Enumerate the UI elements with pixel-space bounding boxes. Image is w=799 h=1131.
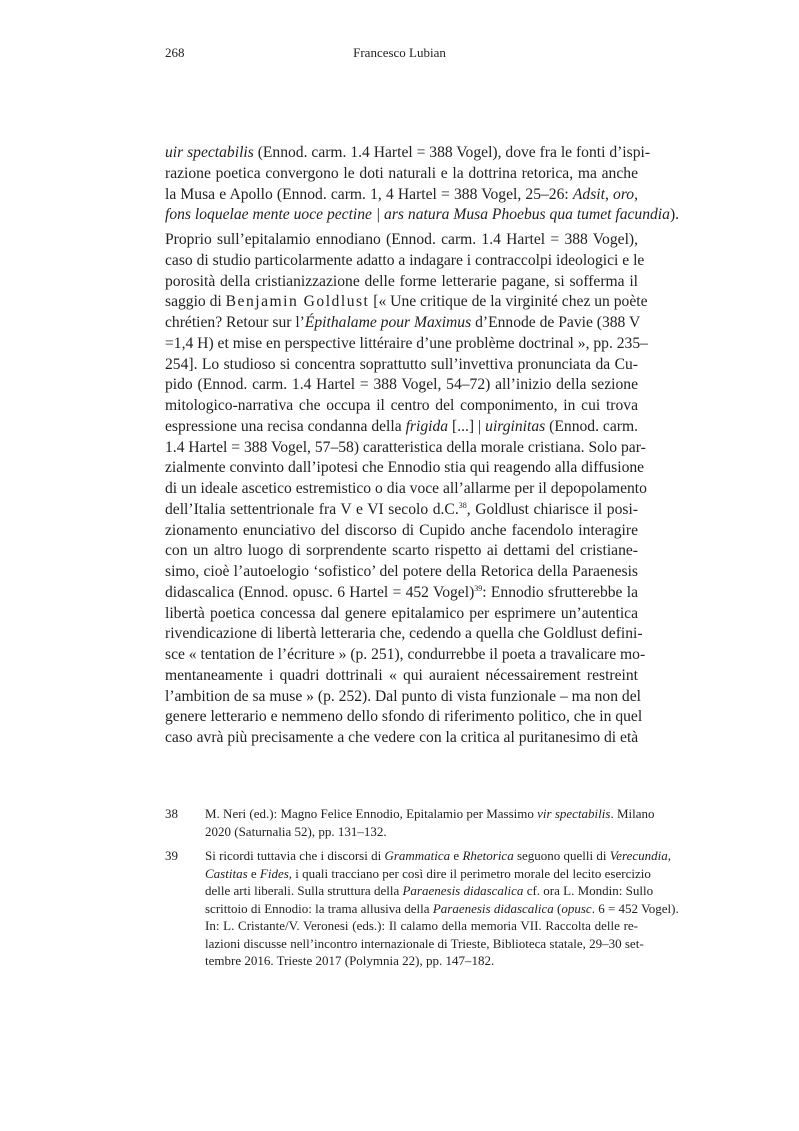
text-segment: tembre 2016. Trieste 2017 (Polymnia 22), pp. 147–182. (205, 953, 495, 968)
text-line (165, 479, 647, 499)
italic-text: vir spectabilis (537, 806, 611, 821)
italic-text: Paraenesis didascalica (402, 883, 524, 898)
text-line (165, 417, 638, 437)
text-segment: dell’Italia settentrionale fra V e VI secolo d.C. (165, 500, 459, 518)
footnote-ref[interactable]: 39 (474, 583, 483, 593)
text-segment: , (634, 185, 639, 203)
text-segment: Proprio sull’epitalamio ennodiano (Ennod. carm. 1.4 Hartel = 388 Vogel), (165, 231, 638, 248)
text-line (205, 823, 638, 840)
text-line (165, 355, 638, 375)
text-line (165, 687, 641, 707)
italic-text: opusc (561, 900, 592, 916)
italic-text: uir spectabilis (165, 144, 254, 161)
text-segment: chrétien? Retour sur l’ (165, 314, 305, 331)
text-segment: =1,4 H) et mise en perspective littéraire d’une problème doctrinal », pp. 235– (165, 334, 648, 352)
text-segment: e (450, 848, 463, 863)
italic-text: Adsit (572, 185, 605, 203)
text-segment: didascalica (Ennod. opusc. 6 Hartel = 452 Vogel) (165, 583, 475, 601)
text-segment: espressione una recisa condanna della (165, 417, 406, 435)
text-segment: scrittoio di Ennodio: la trama allusiva della (205, 900, 433, 916)
text-segment: 1.4 Hartel = 388 Vogel, 57–58) caratteristica della morale cristiana. Solo par- (165, 438, 646, 456)
text-segment: [« Une critique de la virginité chez un poète (369, 293, 648, 311)
text-line (205, 865, 651, 882)
text-segment: In: L. Cristante/V. Veronesi (eds.): Il calamo della memoria VII. Raccolta delle re- (205, 918, 638, 933)
text-segment: zialmente convinto dall’ipotesi che Ennodio stia qui reagendo alla diffusione (165, 459, 645, 477)
text-segment: , (604, 185, 614, 203)
italic-text: uirginitas (485, 417, 546, 435)
text-line (205, 805, 655, 822)
text-segment: . 6 = 452 Vogel). (591, 900, 679, 916)
text-segment: 254]. Lo studioso si concentra soprattutto sull’invettiva pronunciata da Cu- (165, 355, 638, 373)
italic-text: Castitas (205, 865, 248, 881)
text-segment: Benjamin Goldlust (225, 293, 370, 311)
text-line (165, 251, 645, 271)
text-line (165, 666, 638, 686)
text-segment: seguono quelli di (513, 848, 610, 863)
text-segment: caso avrà più precisamente a che vedere con la critica al puritanesimo di età (165, 729, 639, 746)
italic-text: fons loquelae mente uoce pectine | ars natura Musa Phoebus qua tumet facundia (165, 206, 670, 224)
text-line (165, 375, 638, 395)
text-segment: la Musa e Apollo (Ennod. carm. 1, 4 Hartel = 388 Vogel, 25–26: (165, 185, 573, 203)
text-line (165, 624, 643, 644)
text-segment: genere letterario e nemmeno dello sfondo di riferimento politico, che in quel (165, 708, 643, 726)
footnote-number: 38 (165, 806, 178, 821)
text-segment: porosità della cristianizzazione delle forme letterarie pagane, si sofferma il (165, 272, 638, 290)
text-segment: saggio di (165, 293, 226, 311)
text-segment: ( (553, 900, 562, 916)
text-segment: mentaneamente i quadri dottrinali « qui auraient nécessairement restreint (165, 666, 638, 684)
text-line (205, 882, 654, 899)
text-line (165, 604, 638, 624)
text-line (205, 935, 644, 952)
text-line (165, 164, 638, 184)
text-segment: delle arti liberali. Sulla struttura della (205, 883, 403, 898)
text-segment: [...] | (448, 417, 486, 435)
text-segment: Si ricordi tuttavia che i discorsi di (205, 848, 385, 863)
text-line (165, 185, 638, 205)
text-segment: : Ennodio sfrutterebbe la (482, 583, 638, 601)
text-line (165, 205, 680, 225)
text-segment: lazioni discusse nell’incontro internazionale di Trieste, Biblioteca statale, 29–30 set- (205, 935, 644, 951)
text-segment: zionamento enunciativo del discorso di Cupido anche facendolo interagire (165, 521, 638, 539)
text-segment: . Milano (610, 806, 655, 821)
text-segment: libertà poetica concessa dal genere epitalamico per esprimere un’autentica (165, 604, 638, 622)
italic-text: Rhetorica (462, 848, 514, 863)
footnote-number: 39 (165, 848, 178, 863)
text-segment: , Goldlust chiarisce il posi- (466, 500, 638, 518)
text-segment: pido (Ennod. carm. 1.4 Hartel = 388 Vogel, 54–72) all’inizio della sezione (165, 376, 638, 394)
text-line (165, 272, 638, 292)
text-segment: , (667, 848, 671, 863)
italic-text: frigida (405, 417, 449, 435)
italic-text: Épithalame pour Maximus (304, 314, 472, 331)
text-line (205, 917, 638, 934)
text-line (165, 334, 648, 354)
text-segment: d’Ennode de Pavie (388 V (471, 314, 641, 331)
text-line (205, 900, 679, 917)
italic-text: Grammatica (384, 848, 451, 863)
text-line (165, 230, 638, 250)
text-segment: M. Neri (ed.): Magno Felice Ennodio, Epitalamio per Massimo (205, 806, 538, 821)
italic-text: Paraenesis didascalica (432, 900, 554, 916)
text-segment: 2020 (Saturnalia 52), pp. 131–132. (205, 823, 387, 839)
running-head-author: Francesco Lubian (353, 45, 446, 60)
text-segment: e (247, 865, 260, 881)
text-line (165, 458, 645, 478)
text-segment: rivendicazione di libertà letteraria che, cedendo a quella che Goldlust defini- (165, 625, 643, 643)
text-segment: caso di studio particolarmente adatto a indagare i contraccolpi ideologici e le (165, 251, 645, 269)
text-line (205, 952, 638, 969)
page-number: 268 (165, 45, 185, 60)
text-line (165, 396, 638, 416)
text-line (165, 645, 646, 665)
italic-text: Verecundia (609, 848, 668, 863)
text-line (165, 521, 638, 541)
italic-text: oro (613, 185, 635, 203)
text-line (165, 292, 648, 312)
text-line (165, 583, 638, 603)
text-segment: l’ambition de sa muse » (p. 252). Dal punto di vista funzionale – ma non del (165, 687, 641, 705)
text-segment: cf. ora L. Mondin: Sullo (523, 883, 654, 898)
text-segment: razione poetica convergono le doti naturali e la dottrina retorica, ma anche (165, 164, 638, 182)
text-line (165, 313, 641, 333)
footnote-ref[interactable]: 38 (458, 500, 467, 510)
text-line (165, 500, 638, 520)
italic-text: Fides (259, 865, 289, 881)
text-segment: con un altro luogo di sorprendente scarto rispetto ai dettami del cristiane- (165, 542, 638, 560)
text-line (205, 847, 671, 864)
text-line (165, 143, 651, 163)
text-line (165, 728, 638, 748)
text-segment: sce « tentation de l’écriture » (p. 251), condurrebbe il poeta a travalicare mo- (165, 646, 646, 663)
text-line (165, 438, 646, 458)
text-line (165, 707, 643, 727)
text-line (165, 562, 638, 582)
text-segment: (Ennod. carm. 1.4 Hartel = 388 Vogel), dove fra le fonti d’ispi- (253, 144, 651, 161)
text-segment: ). (669, 206, 680, 224)
text-segment: mitologico-narrativa che occupa il centro del componimento, in cui trova (165, 397, 638, 414)
text-line (165, 541, 638, 561)
text-segment: (Ennod. carm. (545, 417, 638, 435)
text-segment: , i quali tracciano per così dire il perimetro morale del lecito esercizio (288, 865, 651, 881)
text-segment: di un ideale ascetico estremistico o dia voce all’allarme per il depopolamento (165, 480, 647, 497)
text-segment: simo, cioè l’autoelogio ‘sofistico’ del potere della Retorica della Paraenesis (165, 563, 638, 580)
